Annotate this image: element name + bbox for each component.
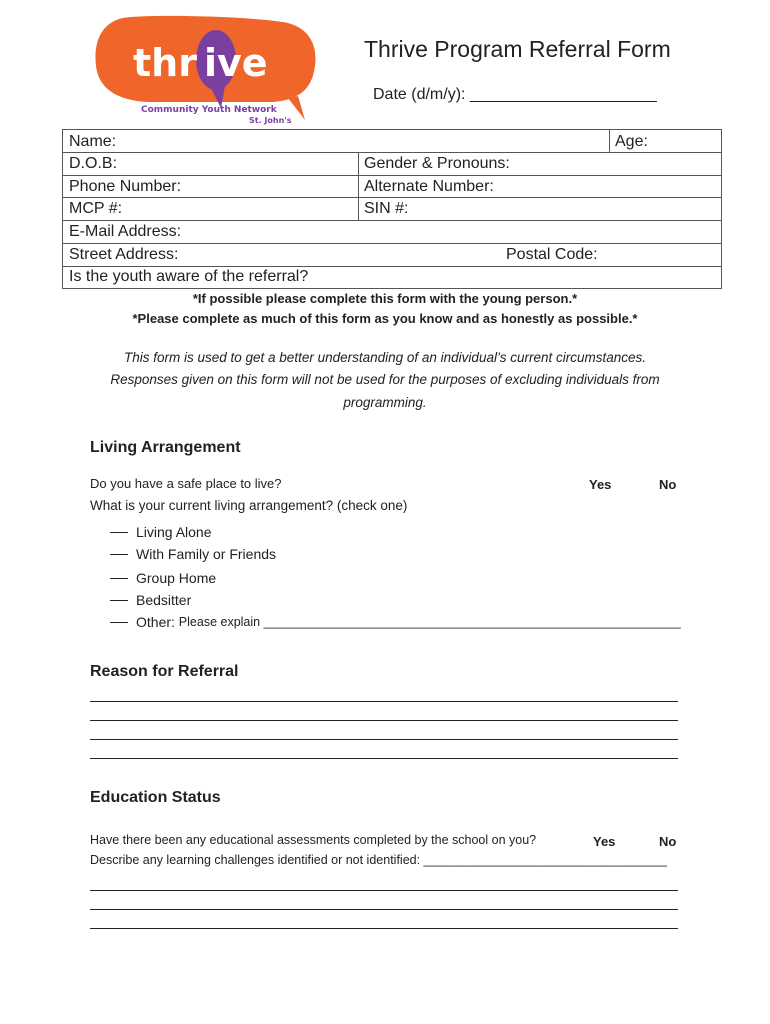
info-table <box>62 129 722 289</box>
note-line-2: *Please complete as much of this form as you know and as honestly as possible.* <box>132 311 638 326</box>
checkbox-line <box>110 578 128 579</box>
option-label: Group Home <box>136 570 217 586</box>
email-field[interactable]: E-Mail Address: <box>69 223 182 240</box>
education-line-1[interactable] <box>90 890 678 891</box>
checkbox-line <box>110 554 128 555</box>
reason-referral-heading: Reason for Referral <box>90 663 239 680</box>
street-address-field[interactable]: Street Address: <box>69 246 179 263</box>
safe-place-yes[interactable]: Yes <box>589 477 612 492</box>
living-arrangement-question: What is your current living arrangement? (check one) <box>90 498 408 513</box>
disclaimer-line-2: Responses given on this form will not be used for the purposes of excluding individuals from <box>110 372 660 387</box>
postal-code-field[interactable]: Postal Code: <box>506 246 598 263</box>
referral-line-2[interactable] <box>90 720 678 721</box>
assessment-no[interactable]: No <box>659 834 677 849</box>
assessment-question: Have there been any educational assessments completed by the school on you? <box>90 833 537 847</box>
learning-challenges-field[interactable]: Describe any learning challenges identified or not identified: ___________________________________ <box>90 853 667 867</box>
checkbox-line <box>110 622 128 623</box>
phone-field[interactable]: Phone Number: <box>69 178 182 195</box>
living-arrangement-heading: Living Arrangement <box>90 439 241 456</box>
referral-awareness-field[interactable]: Is the youth aware of the referral? <box>69 268 309 285</box>
education-line-3[interactable] <box>90 928 678 929</box>
date-field[interactable]: Date (d/m/y): _____________________ <box>373 86 657 103</box>
checkbox-line <box>110 532 128 533</box>
disclaimer-line-1: This form is used to get a better understanding of an individual’s current circumstances. <box>123 350 647 365</box>
dob-field[interactable]: D.O.B: <box>69 155 118 172</box>
option-living-alone[interactable] <box>110 524 212 540</box>
logo-word-right: ive <box>204 41 268 85</box>
alternate-number-field[interactable]: Alternate Number: <box>364 178 494 195</box>
name-field[interactable]: Name: <box>69 133 117 150</box>
referral-line-1[interactable] <box>90 701 678 702</box>
gender-pronouns-field[interactable]: Gender & Pronouns: <box>364 155 510 172</box>
age-field[interactable]: Age: <box>615 133 648 150</box>
safe-place-question: Do you have a safe place to live? <box>90 476 282 491</box>
sin-field[interactable]: SIN #: <box>364 200 409 217</box>
option-label: With Family or Friends <box>136 546 277 562</box>
education-line-2[interactable] <box>90 909 678 910</box>
option-bedsitter[interactable] <box>110 592 191 608</box>
mcp-field[interactable]: MCP #: <box>69 200 123 217</box>
option-group-home[interactable] <box>110 570 216 586</box>
logo-word-left: thr <box>133 41 197 85</box>
education-status-heading: Education Status <box>90 789 221 806</box>
logo-line2: St. John's <box>249 116 292 125</box>
option-label: Bedsitter <box>136 592 192 608</box>
referral-line-3[interactable] <box>90 739 678 740</box>
assessment-yes[interactable]: Yes <box>593 834 616 849</box>
note-line-1: *If possible please complete this form with the young person.* <box>192 291 578 306</box>
disclaimer-line-3: programming. <box>343 395 427 410</box>
option-label: Living Alone <box>136 524 212 540</box>
form-title: Thrive Program Referral Form <box>364 36 671 62</box>
option-other[interactable] <box>110 614 681 630</box>
other-explain-field[interactable]: Please explain ____________________________________________________________ <box>178 615 681 629</box>
checkbox-line <box>110 600 128 601</box>
safe-place-no[interactable]: No <box>659 477 677 492</box>
option-family-friends[interactable] <box>110 546 276 562</box>
option-label: Other: <box>136 614 175 630</box>
thrive-logo <box>93 14 318 126</box>
logo-line1: Community Youth Network <box>141 105 277 115</box>
referral-line-4[interactable] <box>90 758 678 759</box>
